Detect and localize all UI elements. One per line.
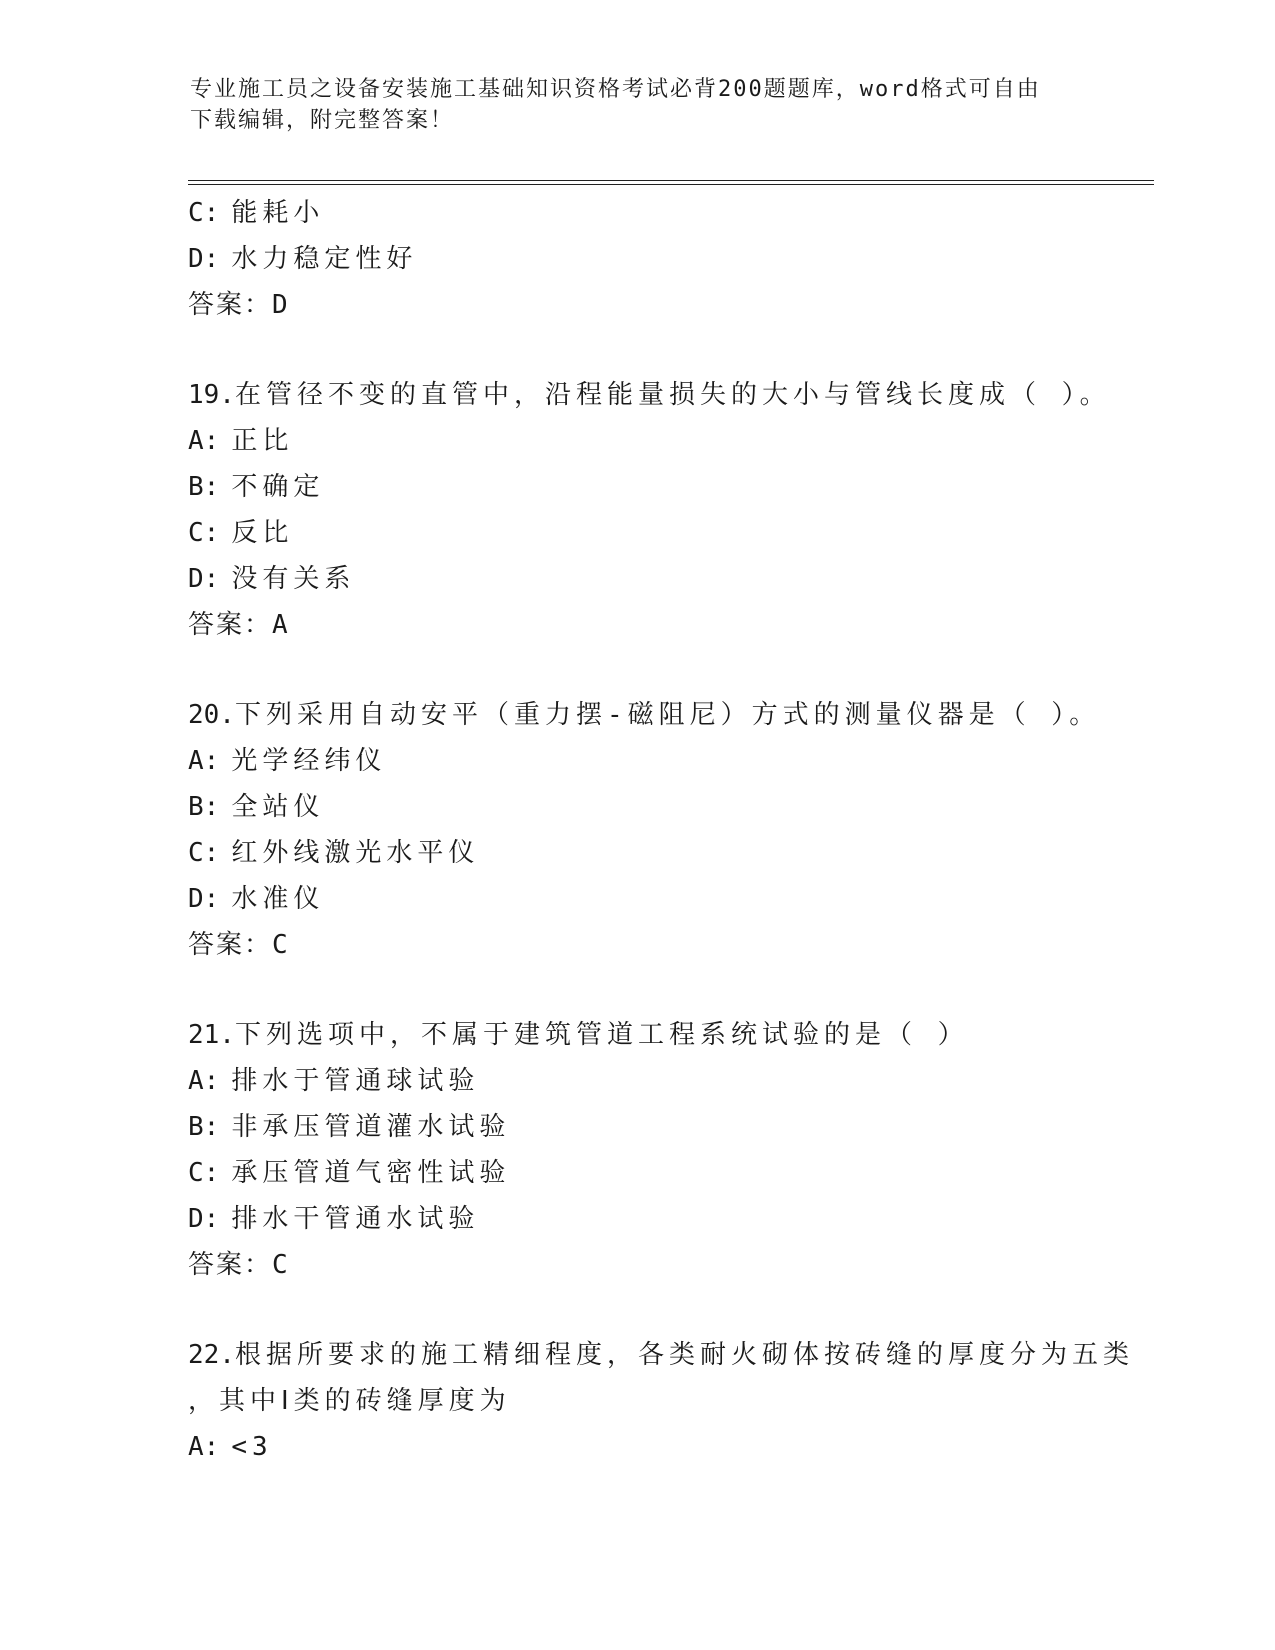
header-line-1: 专业施工员之设备安装施工基础知识资格考试必背200题题库，word格式可自由 [190, 77, 1041, 102]
option-a: A: 光学经纬仪 [188, 746, 387, 776]
question-stem: 21.下列选项中，不属于建筑管道工程系统试验的是（ ） [188, 1020, 969, 1050]
option-d: D: 没有关系 [188, 564, 356, 594]
answer-label: 答案： [188, 610, 273, 640]
question-21 [188, 1012, 1148, 1288]
answer-line [188, 282, 1148, 328]
option-b: B: 全站仪 [188, 792, 325, 822]
header-line-2: 下载编辑，附完整答案！ [190, 108, 455, 133]
question-stem: 20.下列采用自动安平（重力摆-磁阻尼）方式的测量仪器是（ ）。 [188, 700, 1101, 730]
answer-label: 答案： [188, 1250, 273, 1280]
answer-label: 答案： [188, 290, 273, 320]
question-18-continuation [188, 190, 1148, 328]
question-20 [188, 692, 1148, 968]
document-header [190, 74, 1090, 136]
answer-value: C [272, 930, 288, 960]
answer-value: A [272, 610, 288, 640]
option-d: D: 排水干管通水试验 [188, 1204, 480, 1234]
option-a: A: 排水于管通球试验 [188, 1066, 480, 1096]
option-b: B: 不确定 [188, 472, 325, 502]
option-c: C: 承压管道气密性试验 [188, 1158, 511, 1188]
answer-line [188, 1242, 1148, 1288]
answer-line [188, 922, 1148, 968]
answer-value: D [272, 290, 288, 320]
question-19 [188, 372, 1148, 648]
question-stem: 22.根据所要求的施工精细程度，各类耐火砌体按砖缝的厚度分为五类 [188, 1340, 1134, 1370]
question-22 [188, 1332, 1148, 1470]
option-a: A: 正比 [188, 426, 294, 456]
question-list [188, 190, 1148, 1470]
option-c: C: 能耗小 [188, 198, 325, 228]
question-stem: 19.在管径不变的直管中，沿程能量损失的大小与管线长度成（ ）。 [188, 380, 1111, 410]
option-d: D: 水准仪 [188, 884, 325, 914]
header-divider-bottom [188, 184, 1154, 185]
option-c: C: 反比 [188, 518, 294, 548]
header-divider-top [188, 180, 1154, 181]
option-b: B: 非承压管道灌水试验 [188, 1112, 511, 1142]
answer-line [188, 602, 1148, 648]
answer-value: C [272, 1250, 288, 1280]
answer-label: 答案： [188, 930, 273, 960]
option-a: A: <3 [188, 1432, 273, 1462]
option-d: D: 水力稳定性好 [188, 244, 418, 274]
question-stem-continuation: ，其中Ⅰ类的砖缝厚度为 [188, 1386, 511, 1416]
option-c: C: 红外线激光水平仪 [188, 838, 480, 868]
